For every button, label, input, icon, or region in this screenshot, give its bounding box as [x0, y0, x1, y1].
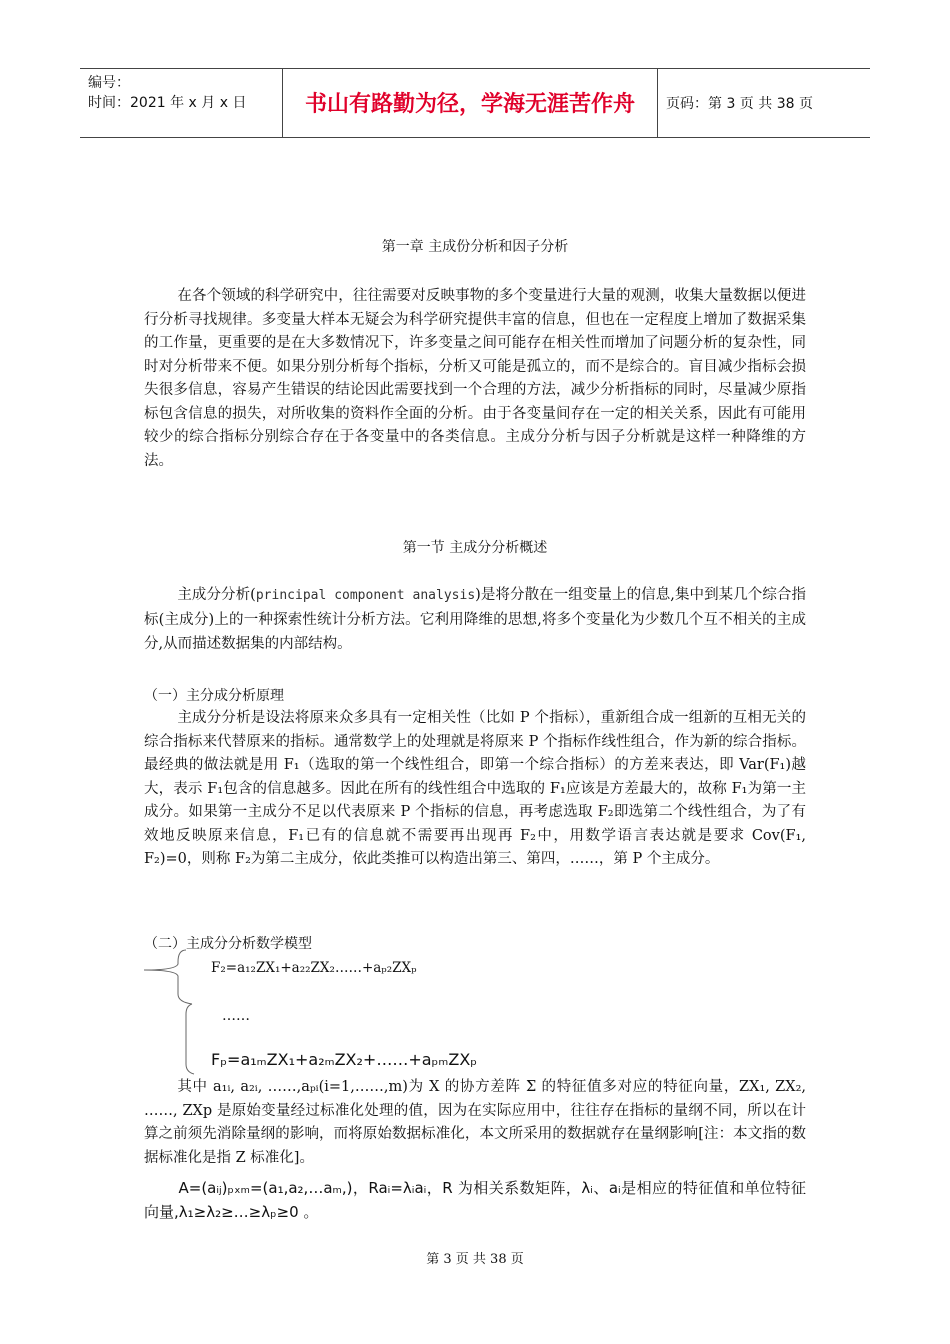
- intro-paragraph: 在各个领域的科学研究中，往往需要对反映事物的多个变量进行大量的观测，收集大量数据以便进行分析寻找规律。多变量大样本无疑会为科学研究提供丰富的信息，但也在一定程度上增加了数据采集的工作量，更重要的是在大多数情况下，许多变量之间可能存在相关性而增加了问题分析的复杂性，同时对分析带来不便。如果分别分析每个指标，分析又可能是孤立的，而不是综合的。盲目减少指标会损失很多信息，容易产生错误的结论因此需要找到一个合理的方法，减少分析指标的同时，尽量减少原指标包含信息的损失，对所收集的资料作全面的分析。由于各变量间存在一定的相关关系，因此有可能用较少的综合指标分别综合存在于各变量中的各类信息。主成分分析与因子分析就是这样一种降维的方法。: [144, 288, 806, 469]
- page-footer: 第 3 页 共 38 页: [426, 1252, 524, 1267]
- time-label: 时间：2021 年 x 月 x 日: [88, 95, 247, 111]
- section-title: 第一节 主成分分析概述: [402, 540, 548, 556]
- serial-label: 编号：: [88, 75, 130, 91]
- page-header: [80, 68, 870, 138]
- section-intro-english: principal component analysis: [255, 588, 476, 603]
- chapter-title: 第一章 主成份分析和因子分析: [381, 239, 569, 255]
- subsection-title-1: （一）主分成分析原理: [144, 688, 284, 704]
- section-intro-text: )是将分散在一组变量上的信息,集中到某几个综合指标(主成分)上的一种探索性统计分析方法。它利用降维的思想,将多个变量化为少数几个互不相关的主成分,从而描述数据集的内部结构。: [144, 587, 807, 652]
- section-intro-paragraph: [144, 583, 806, 656]
- explain-paragraph: 其中 a₁ᵢ, a₂ᵢ, ……,aₚᵢ(i=1,……,m)为 X 的协方差阵 Σ 的特征值多对应的特征向量，ZX₁, ZX₂, ……, ZXp 是原始变量经过标准化处理的值，因为在实际应用中，往往存在指标的量纲不同，所以在计算之前须先消除量纲的影响，而将原始数据标准化，本文所采用的数据就存在量纲影响[注：本文指的数据标准化是指 Z 标准化]。: [144, 1079, 806, 1166]
- header-motto: 书山有路勤为径，学海无涯苦作舟: [304, 92, 635, 117]
- equation-fp: Fₚ=a₁ₘZX₁+a₂ₘZX₂+……+aₚₘZXₚ: [211, 1050, 478, 1069]
- matrix-paragraph: A=(aᵢⱼ)ₚₓₘ=(a₁,a₂,…aₘ,)，Raᵢ=λᵢaᵢ，R 为相关系数矩阵，λᵢ、aᵢ是相应的特征值和单位特征向量,λ₁≥λ₂≥…≥λₚ≥0 。: [144, 1179, 806, 1221]
- section-intro-text: 主成分分析(: [177, 587, 256, 603]
- principle-paragraph: 主成分分析是设法将原来众多具有一定相关性（比如 P 个指标），重新组合成一组新的互相无关的综合指标来代替原来的指标。通常数学上的处理就是将原来 P 个指标作线性组合，作为新的综合指标。最经典的做法就是用 F₁（选取的第一个线性组合，即第一个综合指标）的方差来表达，即 Var(F₁)越大，表示 F₁包含的信息越多。因此在所有的线性组合中选取的 F₁应该是方差最大的，故称 F₁为第一主成分。如果第一主成分不足以代表原来 P 个指标的信息，再考虑选取 F₂即选第二个线性组合，为了有效地反映原来信息，F₁已有的信息就不需要再出现再 F₂中，用数学语言表达就是要求 Cov(F₁, F₂)=0，则称 F₂为第二主成分，依此类推可以构造出第三、第四，……，第 P 个主成分。: [144, 710, 806, 867]
- equation-f2: F₂=a₁₂ZX₁+a₂₂ZX₂……+aₚ₂ZXₚ: [211, 960, 417, 976]
- header-divider: [657, 69, 658, 137]
- equation-ellipsis: ……: [222, 1008, 250, 1024]
- header-page-info: 页码：第 3 页 共 38 页: [666, 96, 813, 112]
- brace-icon: [140, 948, 200, 1078]
- header-meta: [88, 73, 283, 113]
- subsection-title-2: （二）主成分分析数学模型: [144, 936, 312, 952]
